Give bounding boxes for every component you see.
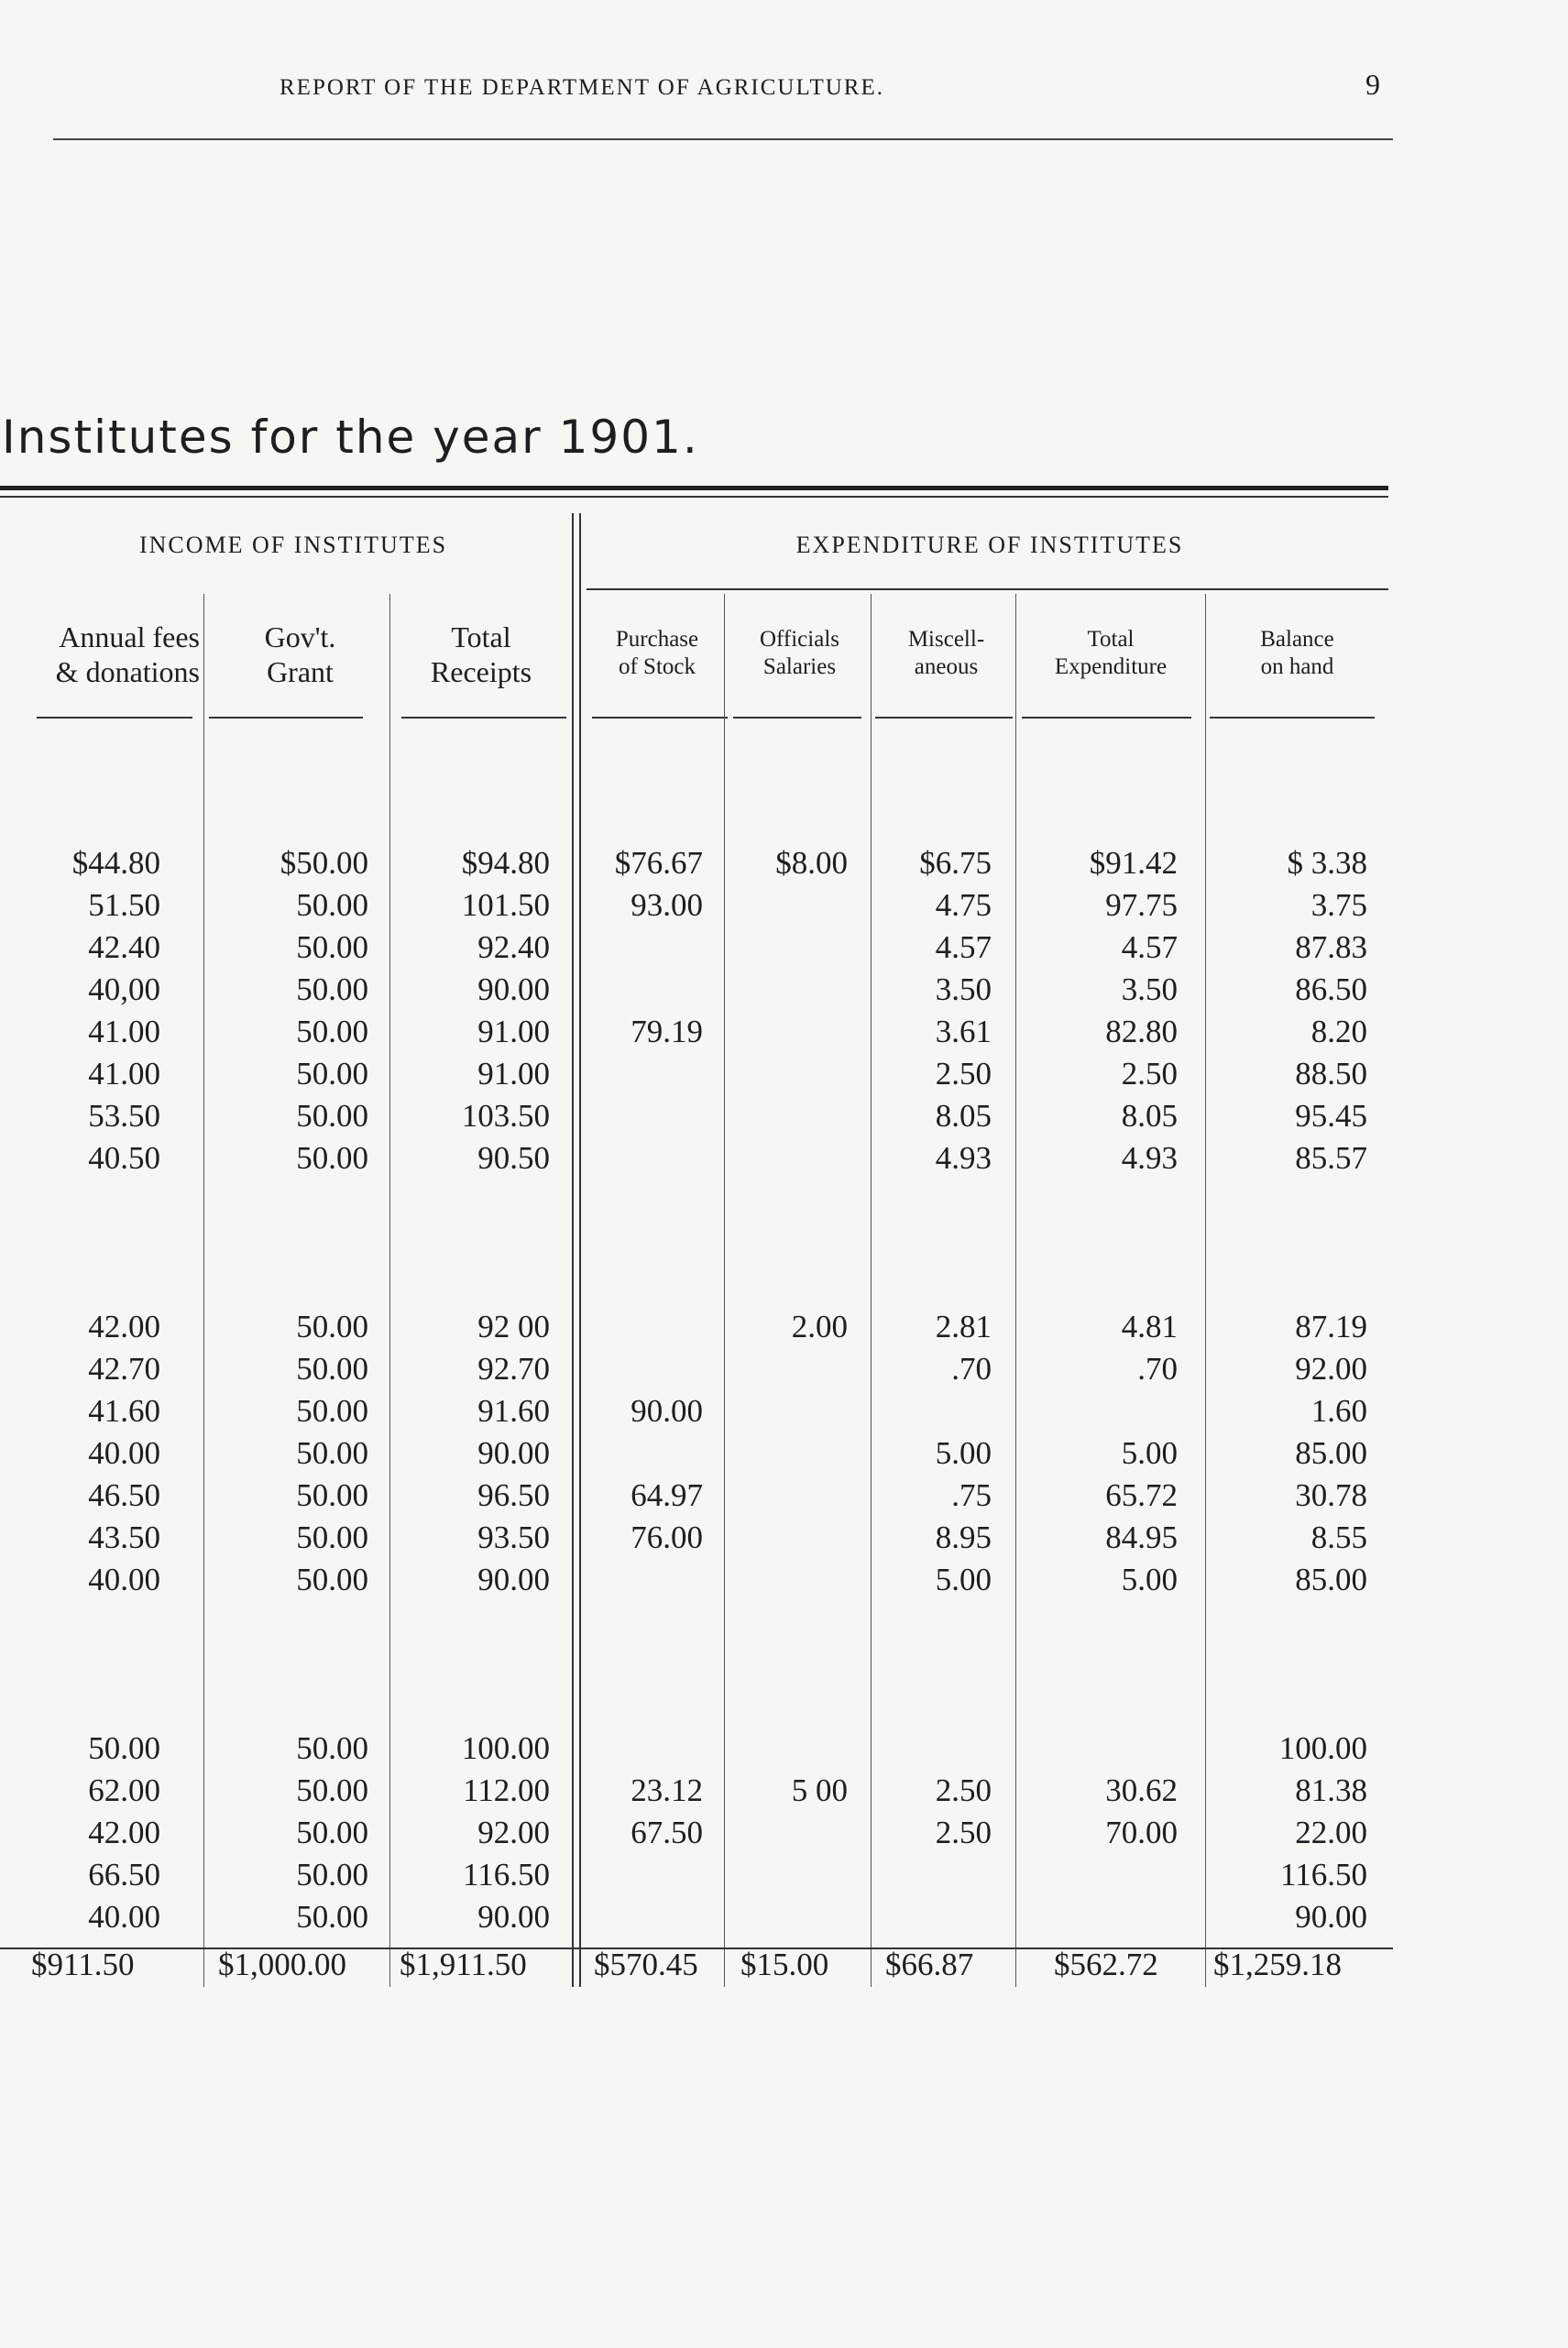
table-cell-total-receipts: 90.00 (477, 1562, 550, 1597)
column-divider (871, 594, 872, 1987)
column-divider (579, 513, 581, 1987)
table-cell-balance-on-hand: 3.75 (1310, 887, 1367, 923)
running-head: REPORT OF THE DEPARTMENT OF AGRICULTURE. (280, 75, 884, 100)
column-header-line: on hand (1260, 654, 1334, 679)
table-cell-balance-on-hand: 95.45 (1295, 1098, 1367, 1134)
table-cell-govt-grant: $50.00 (280, 845, 368, 881)
column-header-line: Total (451, 620, 511, 653)
title-rule-thick (0, 486, 1388, 490)
table-cell-purchase-of-stock: 64.97 (630, 1477, 703, 1513)
table-cell-total-expenditure: 30.62 (1105, 1772, 1178, 1808)
expenditure-group-rule (587, 588, 1388, 590)
table-cell-total-receipts: 91.60 (477, 1393, 550, 1429)
table-cell-purchase-of-stock: 76.00 (630, 1520, 703, 1555)
header-rule (53, 138, 1393, 140)
table-cell-annual-fees: 41.00 (88, 1056, 160, 1092)
table-cell-miscellaneous: .75 (951, 1477, 992, 1513)
table-cell-annual-fees: 53.50 (88, 1098, 160, 1134)
table-cell-annual-fees: 42.00 (88, 1815, 160, 1850)
table-cell-total-expenditure: 8.05 (1121, 1098, 1178, 1134)
total-total-receipts: $1,911.50 (400, 1947, 527, 1982)
table-cell-miscellaneous: 2.50 (935, 1815, 992, 1850)
table-cell-total-receipts: 101.50 (461, 887, 550, 923)
table-cell-annual-fees: 42.40 (88, 929, 160, 965)
table-cell-total-receipts: 92.40 (477, 929, 550, 965)
page-title: Institutes for the year 1901. (2, 411, 699, 464)
table-cell-balance-on-hand: 100.00 (1278, 1730, 1367, 1766)
table-cell-annual-fees: 66.50 (88, 1857, 160, 1893)
table-cell-total-receipts: 112.00 (463, 1772, 550, 1808)
total-officials-salaries: $15.00 (740, 1947, 829, 1982)
table-cell-govt-grant: 50.00 (296, 1140, 368, 1176)
table-cell-govt-grant: 50.00 (296, 971, 368, 1007)
table-cell-miscellaneous: $6.75 (919, 845, 992, 881)
table-cell-govt-grant: 50.00 (296, 1098, 368, 1134)
table-cell-miscellaneous: 4.57 (935, 929, 992, 965)
table-cell-purchase-of-stock: 67.50 (630, 1815, 703, 1850)
table-cell-total-expenditure: 5.00 (1121, 1435, 1178, 1471)
table-cell-total-receipts: 92.70 (477, 1351, 550, 1387)
title-rule-thin (0, 496, 1388, 498)
table-cell-total-expenditure: 84.95 (1105, 1520, 1178, 1555)
column-header-total-receipts (394, 620, 568, 690)
table-cell-miscellaneous: .70 (951, 1351, 992, 1387)
table-cell-purchase-of-stock: 23.12 (630, 1772, 703, 1808)
column-header-line: Balance (1260, 627, 1334, 652)
table-cell-total-expenditure: 4.81 (1121, 1309, 1178, 1344)
table-cell-total-receipts: 103.50 (461, 1098, 550, 1134)
column-divider (724, 594, 725, 1987)
table-cell-govt-grant: 50.00 (296, 1772, 368, 1808)
table-cell-govt-grant: 50.00 (296, 1899, 368, 1935)
column-header-line: Miscell- (907, 627, 985, 652)
table-cell-govt-grant: 50.00 (296, 1857, 368, 1893)
table-cell-total-receipts: 93.50 (477, 1520, 550, 1555)
table-cell-annual-fees: 41.00 (88, 1014, 160, 1049)
column-header-line: Receipts (430, 655, 532, 689)
table-cell-total-receipts: 90.50 (477, 1140, 550, 1176)
table-cell-miscellaneous: 5.00 (935, 1435, 992, 1471)
table-cell-balance-on-hand: 85.00 (1295, 1562, 1367, 1597)
column-divider (572, 513, 574, 1987)
expenditure-group-header: EXPENDITURE OF INSTITUTES (795, 532, 1184, 558)
table-cell-total-receipts: 116.50 (463, 1857, 550, 1893)
table-cell-govt-grant: 50.00 (296, 1309, 368, 1344)
table-cell-total-expenditure: 2.50 (1121, 1056, 1178, 1092)
table-cell-balance-on-hand: 30.78 (1295, 1477, 1367, 1513)
column-header-underline (592, 717, 728, 719)
table-cell-annual-fees: 46.50 (88, 1477, 160, 1513)
column-header-line: Salaries (762, 654, 837, 679)
table-cell-annual-fees: 51.50 (88, 887, 160, 923)
column-header-underline (1022, 717, 1191, 719)
table-cell-govt-grant: 50.00 (296, 887, 368, 923)
total-balance-on-hand: $1,259.18 (1213, 1947, 1342, 1982)
table-cell-balance-on-hand: 92.00 (1295, 1351, 1367, 1387)
table-cell-balance-on-hand: 90.00 (1295, 1899, 1367, 1935)
table-cell-miscellaneous: 8.95 (935, 1520, 992, 1555)
column-header-underline (37, 717, 192, 719)
column-header-line: Grant (267, 655, 334, 689)
table-cell-govt-grant: 50.00 (296, 1014, 368, 1049)
table-cell-balance-on-hand: 22.00 (1295, 1815, 1367, 1850)
total-purchase-of-stock: $570.45 (594, 1947, 698, 1982)
column-header-underline (401, 717, 566, 719)
table-cell-balance-on-hand: 8.55 (1310, 1520, 1367, 1555)
table-cell-miscellaneous: 2.81 (935, 1309, 992, 1344)
table-cell-balance-on-hand: 85.57 (1295, 1140, 1367, 1176)
column-header-govt-grant (211, 620, 389, 690)
table-cell-balance-on-hand: 85.00 (1295, 1435, 1367, 1471)
column-header-line: Total (1087, 627, 1135, 652)
table-cell-annual-fees: 62.00 (88, 1772, 160, 1808)
table-cell-total-receipts: 90.00 (477, 1435, 550, 1471)
table-cell-govt-grant: 50.00 (296, 1435, 368, 1471)
table-cell-balance-on-hand: 8.20 (1310, 1014, 1367, 1049)
table-cell-annual-fees: $44.80 (71, 845, 160, 881)
table-cell-miscellaneous: 2.50 (935, 1772, 992, 1808)
table-cell-total-receipts: 90.00 (477, 1899, 550, 1935)
table-cell-miscellaneous: 3.61 (935, 1014, 992, 1049)
table-cell-govt-grant: 50.00 (296, 1477, 368, 1513)
table-cell-purchase-of-stock: 79.19 (630, 1014, 703, 1049)
column-header-line: Officials (759, 627, 839, 652)
table-cell-govt-grant: 50.00 (296, 1730, 368, 1766)
table-cell-officials-salaries: $8.00 (775, 845, 848, 881)
table-cell-govt-grant: 50.00 (296, 1056, 368, 1092)
table-cell-annual-fees: 40.00 (88, 1899, 160, 1935)
table-cell-total-receipts: $94.80 (461, 845, 550, 881)
total-govt-grant: $1,000.00 (218, 1947, 346, 1982)
table-cell-officials-salaries: 5 00 (791, 1772, 848, 1808)
table-cell-total-expenditure: 97.75 (1105, 887, 1178, 923)
table-cell-annual-fees: 42.70 (88, 1351, 160, 1387)
table-cell-govt-grant: 50.00 (296, 1351, 368, 1387)
table-cell-miscellaneous: 3.50 (935, 971, 992, 1007)
table-cell-annual-fees: 42.00 (88, 1309, 160, 1344)
income-group-header: INCOME OF INSTITUTES (138, 532, 448, 558)
table-cell-miscellaneous: 4.93 (935, 1140, 992, 1176)
table-cell-annual-fees: 40.50 (88, 1140, 160, 1176)
table-cell-govt-grant: 50.00 (296, 1393, 368, 1429)
table-cell-total-receipts: 92 00 (477, 1309, 550, 1344)
total-miscellaneous: $66.87 (885, 1947, 974, 1982)
table-cell-balance-on-hand: 87.19 (1295, 1309, 1367, 1344)
column-header-balance-on-hand (1208, 626, 1387, 681)
table-cell-total-receipts: 90.00 (477, 971, 550, 1007)
column-header-miscellaneous (875, 626, 1017, 681)
column-header-line: Expenditure (1054, 654, 1168, 679)
table-cell-annual-fees: 50.00 (88, 1730, 160, 1766)
total-annual-fees: $911.50 (31, 1947, 135, 1982)
table-cell-total-receipts: 96.50 (477, 1477, 550, 1513)
table-cell-govt-grant: 50.00 (296, 1520, 368, 1555)
column-divider (1205, 594, 1206, 1987)
table-cell-balance-on-hand: 81.38 (1295, 1772, 1367, 1808)
table-cell-annual-fees: 41.60 (88, 1393, 160, 1429)
table-cell-total-expenditure: .70 (1137, 1351, 1178, 1387)
table-cell-total-expenditure: $91.42 (1089, 845, 1178, 881)
table-cell-miscellaneous: 2.50 (935, 1056, 992, 1092)
table-cell-govt-grant: 50.00 (296, 929, 368, 965)
total-total-expenditure: $562.72 (1054, 1947, 1158, 1982)
table-cell-annual-fees: 40.00 (88, 1562, 160, 1597)
table-cell-annual-fees: 40.00 (88, 1435, 160, 1471)
table-cell-total-expenditure: 4.57 (1121, 929, 1178, 965)
column-header-line: & donations (55, 655, 200, 689)
column-header-underline (1210, 717, 1375, 719)
table-cell-total-expenditure: 70.00 (1105, 1815, 1178, 1850)
column-header-line: aneous (914, 654, 979, 679)
table-cell-total-receipts: 91.00 (477, 1056, 550, 1092)
table-cell-total-expenditure: 4.93 (1121, 1140, 1178, 1176)
column-header-annual-fees (0, 620, 200, 690)
table-cell-total-receipts: 100.00 (461, 1730, 550, 1766)
page-number: 9 (1365, 68, 1380, 101)
table-cell-purchase-of-stock: 93.00 (630, 887, 703, 923)
column-header-officials-salaries (729, 626, 871, 681)
table-cell-balance-on-hand: 86.50 (1295, 971, 1367, 1007)
table-cell-balance-on-hand: 116.50 (1280, 1857, 1367, 1893)
column-header-total-expenditure (1019, 626, 1202, 681)
table-cell-officials-salaries: 2.00 (791, 1309, 848, 1344)
column-header-line: of Stock (618, 654, 696, 679)
column-divider (389, 594, 390, 1987)
table-cell-miscellaneous: 8.05 (935, 1098, 992, 1134)
table-cell-balance-on-hand: 1.60 (1310, 1393, 1367, 1429)
table-cell-total-expenditure: 65.72 (1105, 1477, 1178, 1513)
column-divider (1015, 594, 1016, 1987)
column-divider (203, 594, 204, 1987)
table-cell-govt-grant: 50.00 (296, 1815, 368, 1850)
column-header-purchase-of-stock (588, 626, 726, 681)
column-header-underline (875, 717, 1013, 719)
table-cell-total-receipts: 91.00 (477, 1014, 550, 1049)
table-cell-miscellaneous: 5.00 (935, 1562, 992, 1597)
table-cell-purchase-of-stock: 90.00 (630, 1393, 703, 1429)
table-cell-annual-fees: 40,00 (88, 971, 160, 1007)
table-cell-total-expenditure: 5.00 (1121, 1562, 1178, 1597)
table-cell-purchase-of-stock: $76.67 (614, 845, 703, 881)
table-cell-balance-on-hand: 87.83 (1295, 929, 1367, 965)
column-header-line: Gov't. (264, 620, 336, 653)
table-cell-balance-on-hand: 88.50 (1295, 1056, 1367, 1092)
column-header-line: Purchase (615, 627, 699, 652)
table-cell-total-expenditure: 3.50 (1121, 971, 1178, 1007)
column-header-line: Annual fees (59, 620, 200, 653)
table-cell-total-receipts: 92.00 (477, 1815, 550, 1850)
table-cell-annual-fees: 43.50 (88, 1520, 160, 1555)
table-cell-balance-on-hand: $ 3.38 (1287, 845, 1367, 881)
table-cell-total-expenditure: 82.80 (1105, 1014, 1178, 1049)
table-cell-miscellaneous: 4.75 (935, 887, 992, 923)
table-cell-govt-grant: 50.00 (296, 1562, 368, 1597)
column-header-underline (733, 717, 861, 719)
column-header-underline (209, 717, 363, 719)
